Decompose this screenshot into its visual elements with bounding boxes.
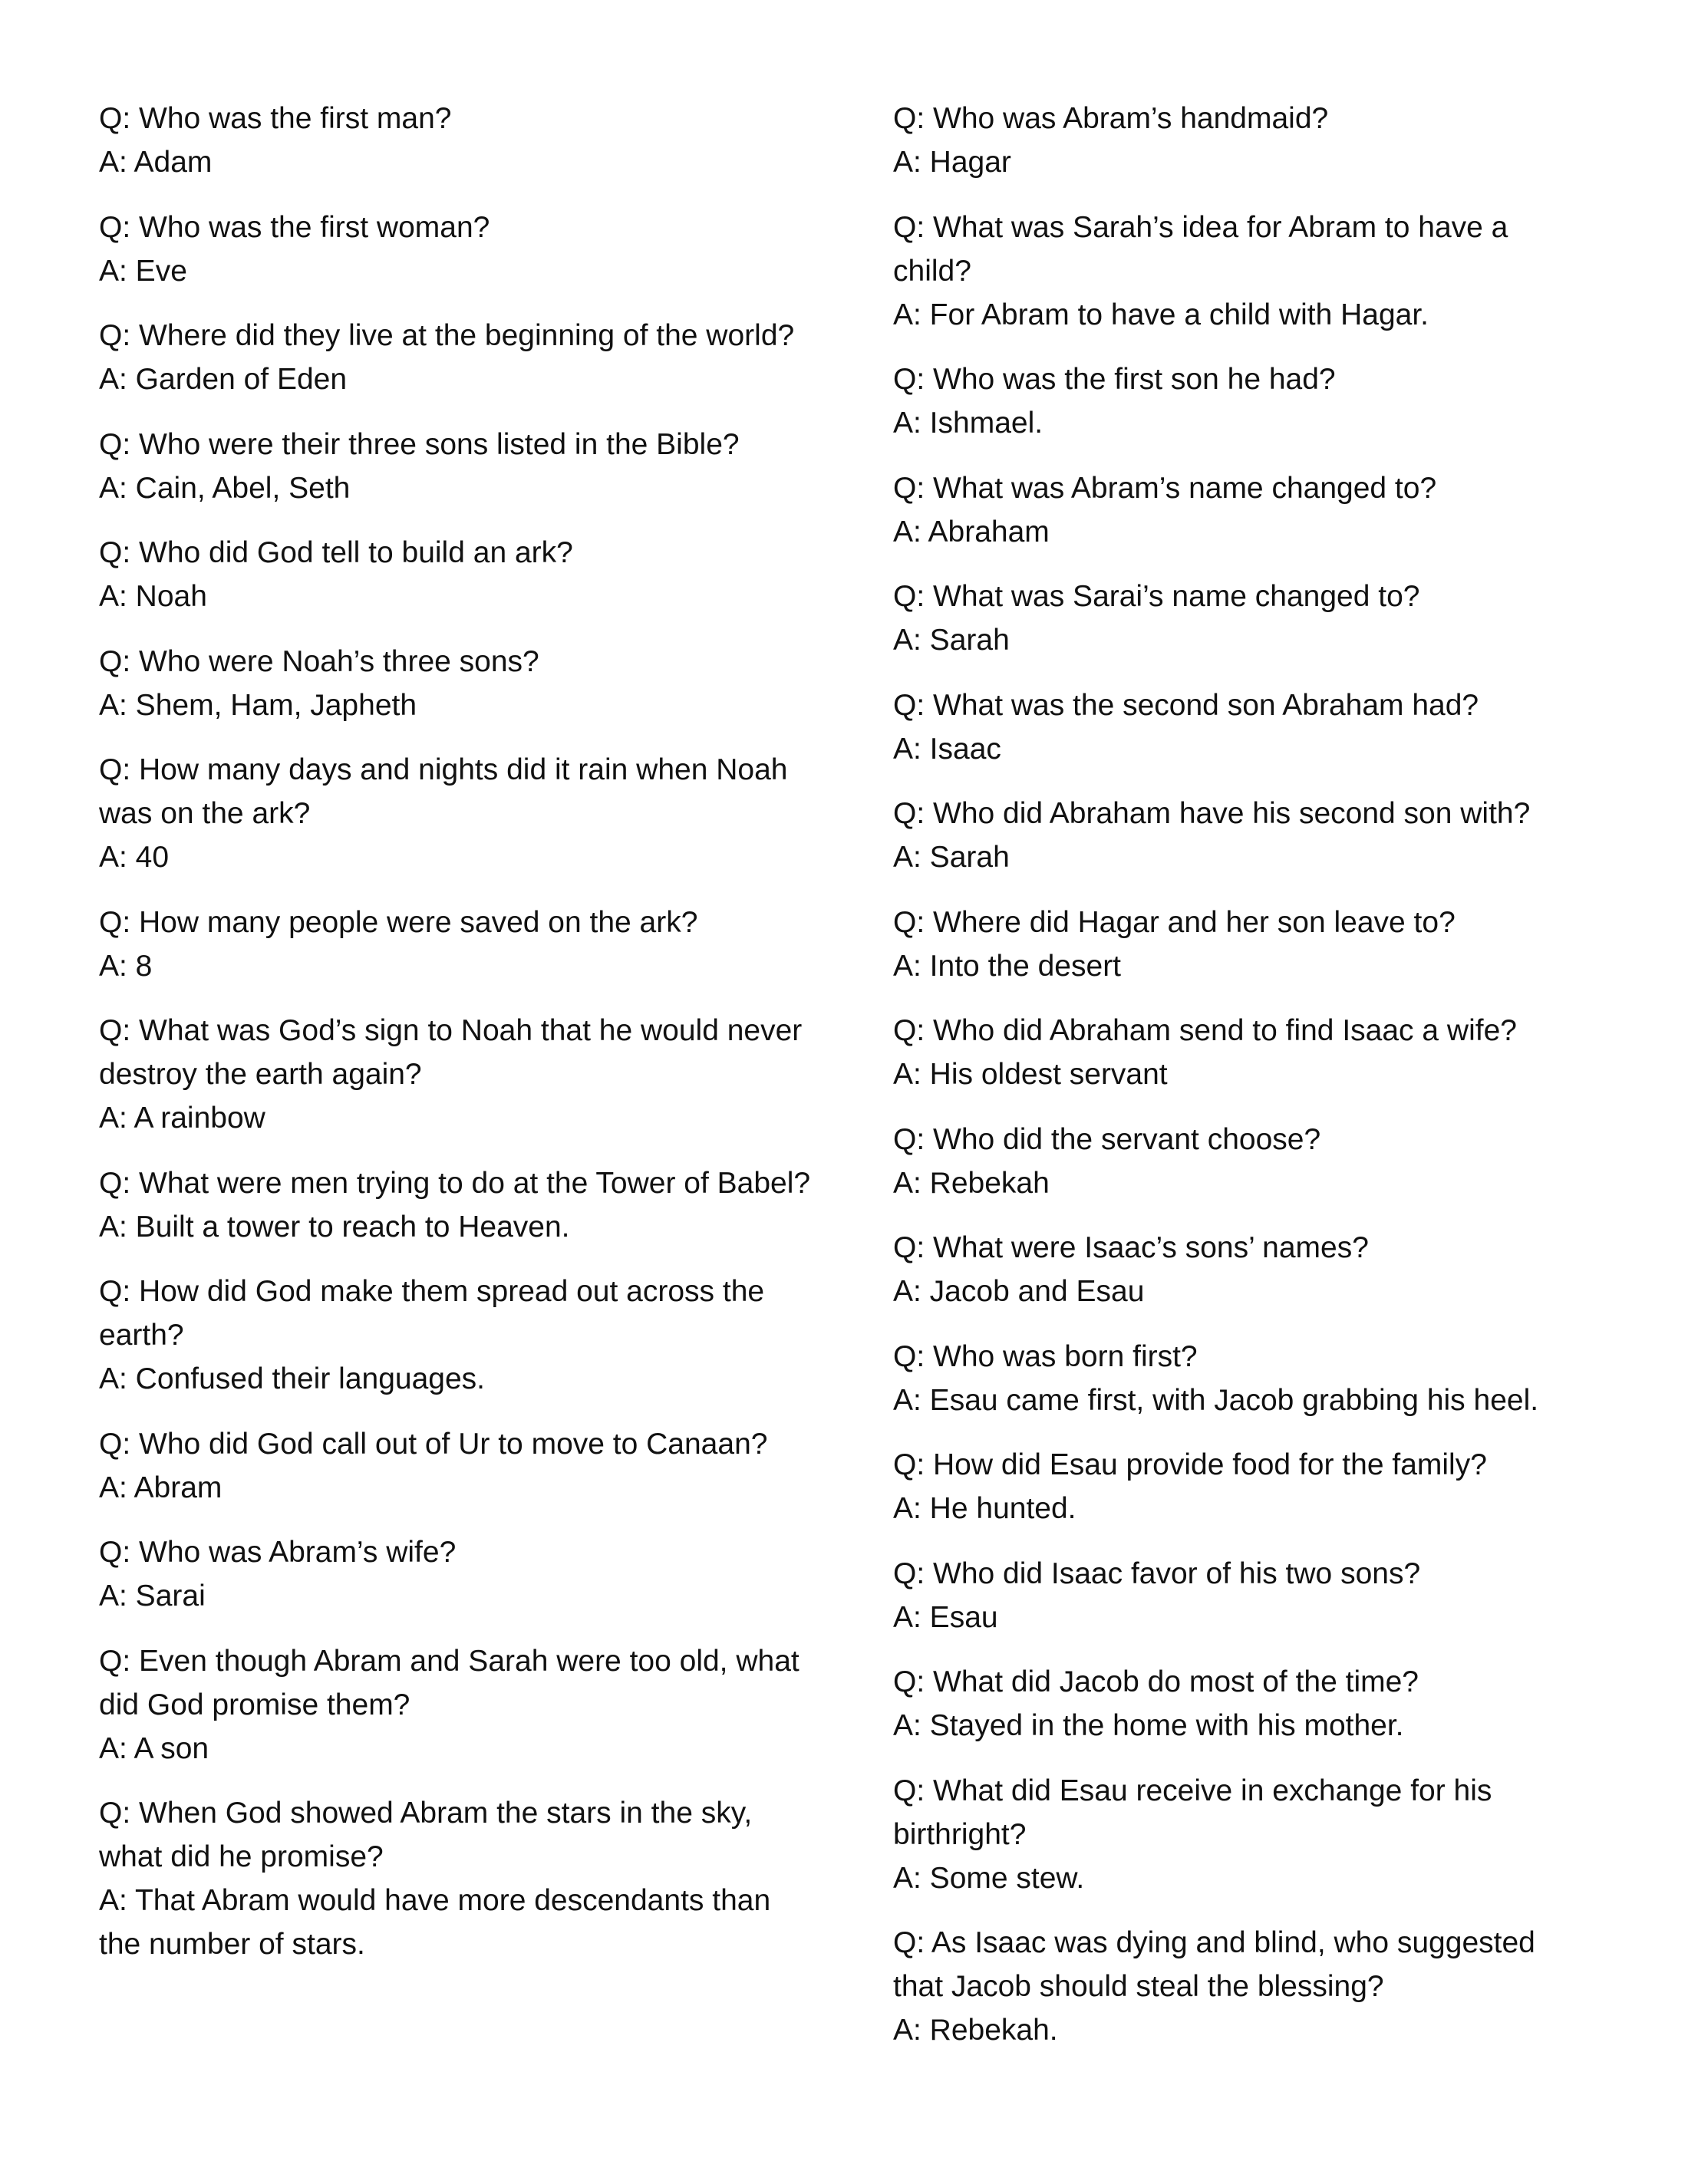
qa-item <box>99 531 820 618</box>
qa-item <box>893 1226 1584 1313</box>
question-text: Q: What was Sarah’s idea for Abram to have a child? <box>893 210 1508 288</box>
answer-text: A: Some stew. <box>893 1861 1085 1895</box>
qa-item <box>893 684 1584 771</box>
question-text: Q: What were men trying to do at the Tower of Babel? <box>99 1166 811 1200</box>
question-text: Q: Even though Abram and Sarah were too old, what did God promise them? <box>99 1644 799 1721</box>
answer-text: A: Abram <box>99 1471 223 1504</box>
qa-item <box>99 97 820 184</box>
answer-text: A: Shem, Ham, Japheth <box>99 688 417 722</box>
question-text: Q: How many people were saved on the ark? <box>99 905 698 939</box>
qa-item <box>99 314 820 401</box>
answer-text: A: Esau came first, with Jacob grabbing his heel. <box>893 1383 1539 1417</box>
answer-text: A: Sarah <box>893 841 1010 874</box>
qa-item <box>893 97 1584 184</box>
question-text: Q: As Isaac was dying and blind, who suggested that Jacob should steal the blessing? <box>893 1926 1535 2003</box>
qa-item <box>99 901 820 988</box>
answer-text: A: Sarah <box>893 624 1010 657</box>
answer-text: A: Cain, Abel, Seth <box>99 471 351 505</box>
answer-text: A: 40 <box>99 841 170 874</box>
answer-text: A: 8 <box>99 949 153 983</box>
answer-text: A: A rainbow <box>99 1102 265 1135</box>
qa-item <box>893 1118 1584 1205</box>
left-column <box>99 97 820 1988</box>
question-text: Q: Where did they live at the beginning of the world? <box>99 319 795 352</box>
question-text: Q: Who did Isaac favor of his two sons? <box>893 1556 1421 1590</box>
question-text: Q: Who was Abram’s handmaid? <box>893 102 1329 135</box>
question-text: Q: What did Jacob do most of the time? <box>893 1665 1419 1698</box>
question-text: Q: Who were Noah’s three sons? <box>99 644 539 678</box>
question-text: Q: Who was born first? <box>893 1339 1198 1373</box>
question-text: Q: How did God make them spread out across the earth? <box>99 1275 765 1352</box>
question-text: Q: What was Sarai’s name changed to? <box>893 580 1420 613</box>
answer-text: A: Into the desert <box>893 949 1122 983</box>
qa-item <box>99 1009 820 1140</box>
question-text: Q: Who did Abraham have his second son with? <box>893 797 1531 830</box>
answer-text: A: Hagar <box>893 146 1011 179</box>
answer-text: A: That Abram would have more descendants than the number of stars. <box>99 1884 771 1961</box>
answer-text: A: Sarai <box>99 1580 206 1612</box>
answer-text: A: Confused their languages. <box>99 1362 486 1395</box>
answer-text: A: Garden of Eden <box>99 363 348 396</box>
answer-text: A: Isaac <box>893 732 1001 766</box>
answer-text: A: For Abram to have a child with Hagar. <box>893 298 1429 331</box>
question-text: Q: What was the second son Abraham had? <box>893 688 1479 722</box>
qa-item <box>99 1422 820 1510</box>
qa-item <box>99 1161 820 1249</box>
qa-item <box>893 1552 1584 1639</box>
question-text: Q: What did Esau receive in exchange for his birthright? <box>893 1774 1492 1851</box>
answer-text: A: Stayed in the home with his mother. <box>893 1709 1404 1742</box>
question-text: Q: Who did the servant choose? <box>893 1122 1321 1156</box>
question-text: Q: What were Isaac’s sons’ names? <box>893 1231 1369 1264</box>
question-text: Q: Who did Abraham send to find Isaac a wife? <box>893 1014 1517 1047</box>
question-text: Q: How many days and nights did it rain when Noah was on the ark? <box>99 753 788 830</box>
qa-item <box>893 1660 1584 1748</box>
question-text: Q: Who was Abram’s wife? <box>99 1536 457 1569</box>
answer-text: A: He hunted. <box>893 1492 1076 1525</box>
question-text: Q: Where did Hagar and her son leave to? <box>893 905 1456 939</box>
answer-text: A: Esau <box>893 1600 998 1634</box>
answer-text: A: Adam <box>99 146 213 179</box>
answer-text: A: Ishmael. <box>893 407 1043 440</box>
qa-item <box>893 1009 1584 1096</box>
qa-item <box>99 206 820 293</box>
qa-item <box>99 1639 820 1771</box>
answer-text: A: His oldest servant <box>893 1058 1168 1091</box>
answer-text: A: Noah <box>99 580 207 613</box>
qa-item <box>893 1921 1584 2052</box>
question-text: Q: How did Esau provide food for the family? <box>893 1448 1487 1481</box>
qa-item <box>893 901 1584 988</box>
question-text: Q: Who did God call out of Ur to move to Canaan? <box>99 1427 768 1461</box>
qa-item <box>893 1443 1584 1530</box>
answer-text: A: Jacob and Esau <box>893 1275 1145 1308</box>
answer-text: A: Rebekah. <box>893 2014 1058 2047</box>
qa-item <box>893 1335 1584 1422</box>
question-text: Q: When God showed Abram the stars in the sky, what did he promise? <box>99 1797 753 1873</box>
qa-item <box>893 206 1584 337</box>
qa-item <box>99 1530 820 1618</box>
question-text: Q: Who was the first man? <box>99 102 452 135</box>
question-text: Q: What was God’s sign to Noah that he would never destroy the earth again? <box>99 1014 803 1091</box>
question-text: Q: Who were their three sons listed in the Bible? <box>99 427 740 461</box>
qa-item <box>893 357 1584 445</box>
right-column <box>893 97 1584 2074</box>
qa-item <box>99 1270 820 1401</box>
qa-item <box>99 423 820 510</box>
answer-text: A: Eve <box>99 254 187 288</box>
qa-item <box>99 640 820 727</box>
qa-item <box>893 575 1584 662</box>
question-text: Q: Who did God tell to build an ark? <box>99 536 573 569</box>
qa-item <box>99 1791 820 1966</box>
qa-item <box>893 792 1584 879</box>
question-text: Q: What was Abram’s name changed to? <box>893 471 1437 505</box>
answer-text: A: Rebekah <box>893 1166 1050 1200</box>
question-text: Q: Who was the first son he had? <box>893 363 1336 396</box>
question-text: Q: Who was the first woman? <box>99 210 490 244</box>
qa-item <box>893 466 1584 554</box>
qa-item <box>893 1769 1584 1900</box>
answer-text: A: A son <box>99 1731 209 1765</box>
answer-text: A: Abraham <box>893 515 1050 548</box>
answer-text: A: Built a tower to reach to Heaven. <box>99 1210 570 1244</box>
qa-item <box>99 748 820 879</box>
